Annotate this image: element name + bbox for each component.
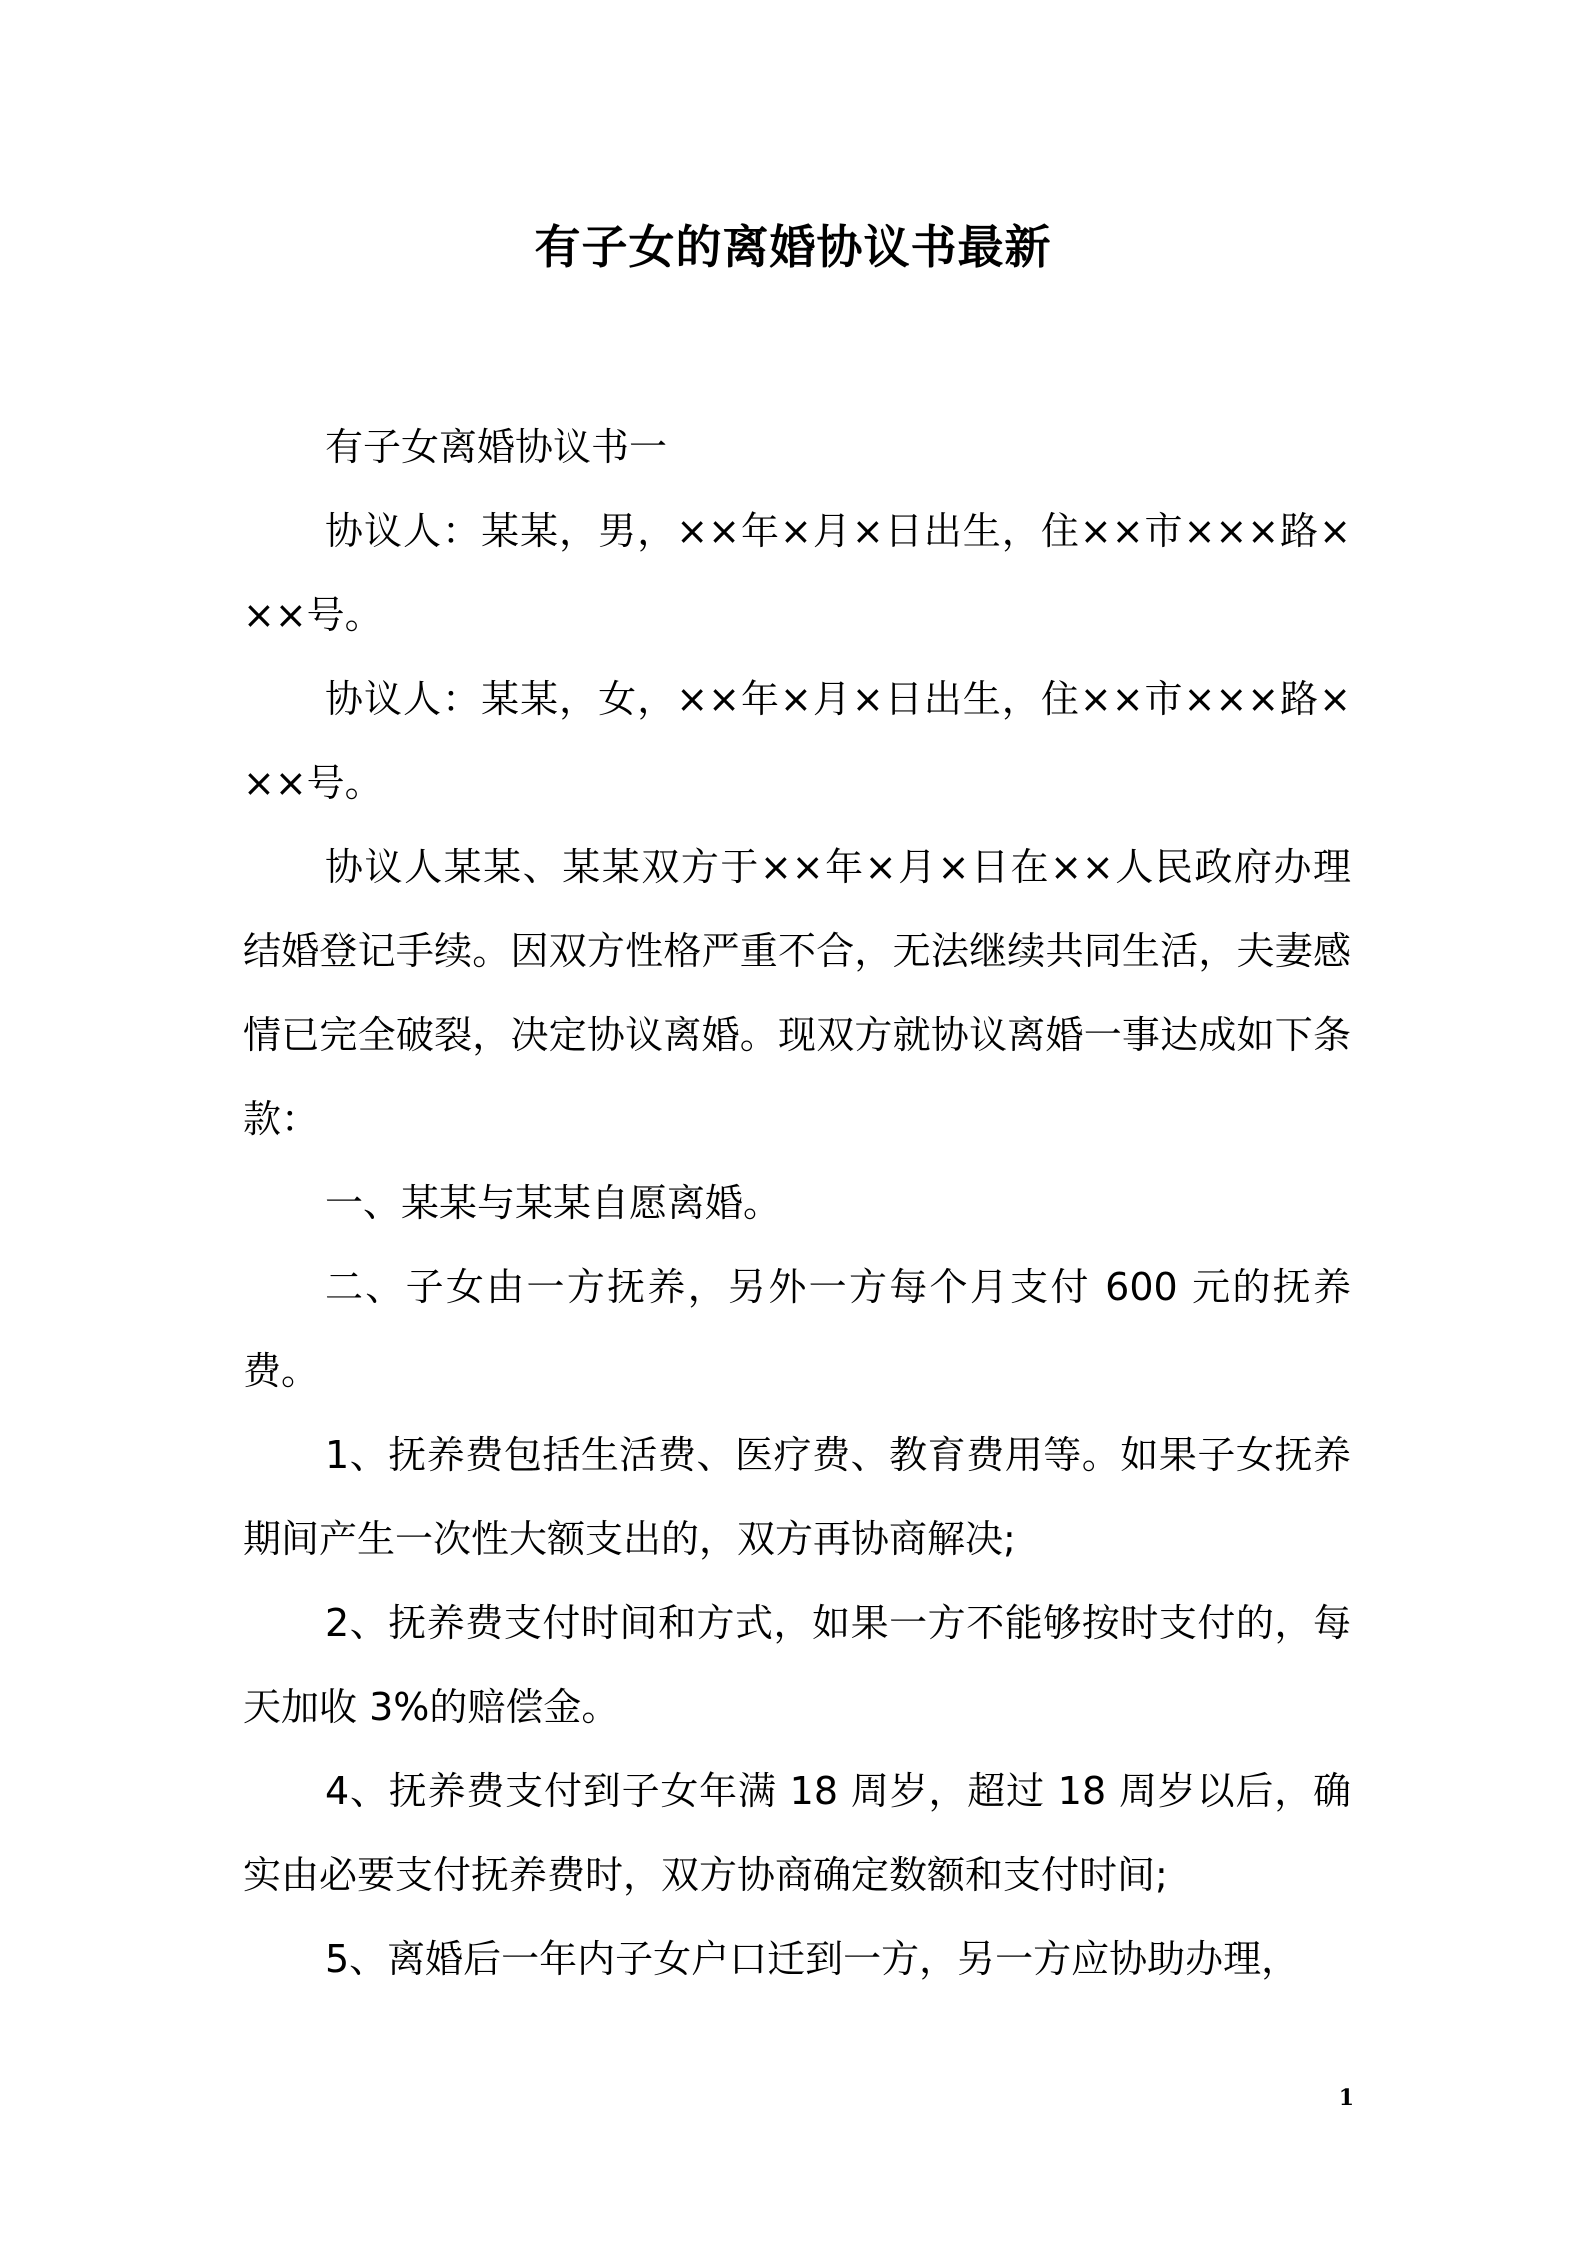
- paragraph-party-male: 协议人：某某，男，××年×月×日出生，住××市×××路×××号。: [243, 509, 1351, 637]
- document-title: 有子女的离婚协议书最新: [534, 220, 1052, 274]
- paragraph-clause-1: 一、某某与某某自愿离婚。: [325, 1181, 782, 1225]
- paragraph-heading: 有子女离婚协议书一: [325, 425, 668, 469]
- paragraph-subclause-2: 2、抚养费支付时间和方式，如果一方不能够按时支付的，每天加收 3%的赔偿金。: [243, 1601, 1351, 1729]
- paragraph-subclause-4: 4、抚养费支付到子女年满 18 周岁，超过 18 周岁以后，确实由必要支付抚养费时，双方协商确定数额和支付时间;: [243, 1769, 1351, 1897]
- paragraph-subclause-1: 1、抚养费包括生活费、医疗费、教育费用等。如果子女抚养期间产生一次性大额支出的，双方再协商解决;: [243, 1433, 1351, 1561]
- paragraph-party-female: 协议人：某某，女，××年×月×日出生，住××市×××路×××号。: [243, 677, 1351, 805]
- paragraph-subclause-5: 5、离婚后一年内子女户口迁到一方，另一方应协助办理，: [325, 1937, 1300, 1981]
- paragraph-clause-2: 二、子女由一方抚养，另外一方每个月支付 600 元的抚养费。: [243, 1265, 1351, 1393]
- paragraph-preamble: 协议人某某、某某双方于××年×月×日在××人民政府办理结婚登记手续。因双方性格严重不合，无法继续共同生活，夫妻感情已完全破裂，决定协议离婚。现双方就协议离婚一事达成如下条款：: [243, 845, 1351, 1141]
- document-body: [243, 405, 1351, 2001]
- page-number: 1: [1338, 2085, 1354, 2111]
